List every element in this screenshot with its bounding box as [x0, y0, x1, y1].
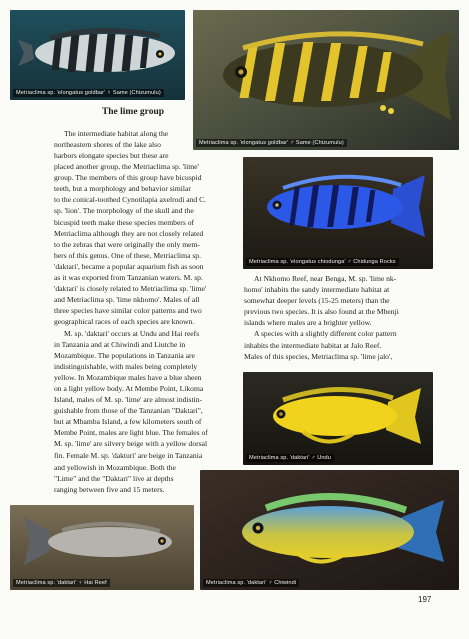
- text-line: but at Mbamba Island, a few kilometers south of: [54, 417, 202, 427]
- text-line: as it was exported from Tanzanian waters. M. sp.: [54, 273, 203, 283]
- text-line: homo' inhabits the sandy intermediate habitat at: [244, 285, 390, 295]
- text-line: teeth, but a morphology and behavior similar: [54, 184, 191, 194]
- photo-daktari-undu: [243, 372, 433, 465]
- text-line: to the conical-toothed Cynotilapia axelrodi and C.: [54, 195, 207, 205]
- text-line: fin. Female M. sp. 'dakturi' are beige in Tanzania: [54, 450, 203, 460]
- photo-caption: Metriaclima sp. 'daktari' ♂ Chiwindi: [203, 579, 299, 587]
- text-line: bers of this genus. One of these, Metriaclima sp.: [54, 250, 201, 260]
- text-line: M. sp. 'lime' are silvery beige with a yellow dorsal: [54, 439, 208, 449]
- fish-illustration: [10, 10, 185, 100]
- text-line: Mozambique. The populations in Tanzania are: [54, 350, 195, 360]
- right-column-body: [244, 273, 436, 362]
- page-number: 197: [418, 595, 432, 604]
- text-line: "Lime" and the "Daktari" live at depths: [54, 474, 174, 484]
- text-line: A species with a slightly different color pattern: [254, 329, 397, 339]
- text-line: three species have similar color patterns and two: [54, 306, 202, 316]
- text-line: placed another group, the Metriaclima sp. 'lime': [54, 162, 199, 172]
- text-line: group. The members of this group have bicuspid: [54, 173, 202, 183]
- text-line: northeastern shores of the lake also: [54, 140, 161, 150]
- text-line: somewhat deeper levels (15-25 meters) than the: [244, 296, 390, 306]
- fish-illustration: [10, 505, 194, 590]
- text-line: harbors elongate species but these are: [54, 151, 169, 160]
- text-line: previous two species. It is also found at the Mbenji: [244, 307, 399, 317]
- text-line: on a light yellow body. At Membe Point, Likoma: [54, 383, 204, 393]
- text-line: to the zebras that were originally the only mem-: [54, 239, 200, 249]
- text-line: and yellowish in Mozambique. Both the: [54, 463, 176, 472]
- photo-daktari-chiwindi: [200, 470, 459, 590]
- text-line: The intermediate habitat along the: [64, 129, 169, 138]
- left-column-top: [54, 128, 190, 150]
- text-line: and Metriaclima sp. 'lime nkhomo'. Males of all: [54, 295, 200, 305]
- text-line: 'daktari' is closely related to Metriaclima sp. 'lime': [54, 284, 207, 294]
- photo-goldbar-female: [10, 10, 185, 100]
- text-line: Males of this species, Metriaclima sp. 'lime jalo',: [244, 351, 393, 361]
- text-line: geographical races of each species are known.: [54, 317, 195, 327]
- section-heading: The lime group: [101, 107, 165, 117]
- photo-caption: Metriaclima sp. 'elongatus goldbar' ♂ Same (Chizumulu): [196, 139, 347, 147]
- photo-chidunga-male: [243, 157, 433, 269]
- text-line: guishable from those of the Tanzanian "Daktari",: [54, 406, 203, 416]
- photo-daktari-hai-reef: [10, 505, 194, 590]
- left-column-tail: [54, 462, 197, 495]
- text-line: inhabits the intermediate habitat at Jalo Reef.: [244, 340, 382, 350]
- left-column-body: [54, 150, 238, 461]
- text-line: At Nkhomo Reef, near Benga, M. sp. 'lime nk-: [254, 274, 397, 283]
- text-line: islands where males are a brighter yellow.: [244, 318, 372, 328]
- text-line: 'daktari', became a popular aquarium fish as soon: [54, 261, 204, 271]
- text-line: bicuspid teeth make these species members of: [54, 217, 195, 227]
- photo-caption: Metriaclima sp. 'elongatus chiodunga' ♂ Chidunga Rocks: [246, 258, 399, 266]
- text-line: indistinguishable, with males being completely: [54, 361, 198, 371]
- text-line: in Tanzania and at Chiwindi and Liutche in: [54, 339, 186, 349]
- text-line: Island, males of M. sp. 'lime' are almost indistin-: [54, 395, 203, 405]
- text-line: Membe Point, males are light blue. The females of: [54, 428, 208, 438]
- text-line: yellow. In Mozambique males have a blue sheen: [54, 372, 202, 382]
- fish-illustration: [200, 470, 459, 590]
- photo-caption: Metriaclima sp. 'elongatus goldbar' ♀ Same (Chizumulu): [13, 89, 164, 97]
- text-line: Metriaclima although they are not closely related: [54, 228, 204, 238]
- fish-illustration: [243, 372, 433, 465]
- photo-caption: Metriaclima sp. 'daktari' ♂ Undu: [246, 454, 334, 462]
- text-line: ranging between five and 15 meters.: [54, 485, 165, 495]
- photo-goldbar-male: [193, 10, 459, 150]
- fish-illustration: [193, 10, 459, 150]
- text-line: sp. 'lion'. The morphology of the skull and the: [54, 206, 194, 216]
- text-line: M. sp. 'daktari' occurs at Undu and Hai reefs: [64, 328, 200, 338]
- fish-illustration: [243, 157, 433, 269]
- photo-caption: Metriaclima sp. 'daktari' ♀ Hai Reef: [13, 579, 110, 587]
